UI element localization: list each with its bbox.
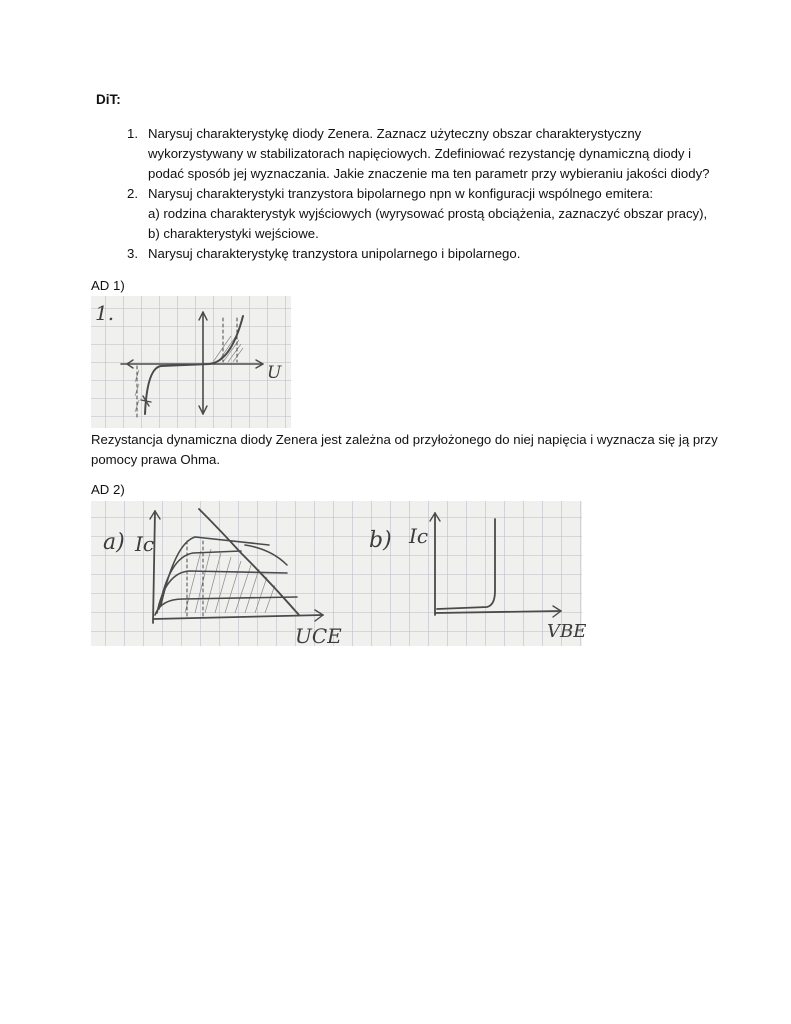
question-line: b) charakterystyki wejściowe.: [148, 226, 319, 241]
question-line: wykorzystywany w stabilizatorach napięciowych. Zdefiniować rezystancję dynamiczną diody i: [148, 146, 692, 161]
answer-label: AD 1): [91, 278, 125, 293]
question-line: Narysuj charakterystyki tranzystora bipolarnego npn w konfiguracji wspólnego emitera:: [148, 186, 654, 201]
paragraph-line: Rezystancja dynamiczna diody Zenera jest zależna od przyłożonego do niej napięcia i wyznacza się ją przy: [91, 432, 718, 447]
question-item: [96, 184, 736, 244]
document-heading: DiT:: [96, 92, 121, 107]
question-list: [96, 124, 736, 264]
bjt-characteristics-sketch: [91, 501, 587, 648]
handwritten-label: UCE: [295, 624, 342, 648]
paragraph-line: pomocy prawa Ohma.: [91, 452, 220, 467]
question-text: [148, 124, 736, 184]
grid-paper: [91, 296, 291, 428]
handwritten-label: VBE: [547, 621, 587, 642]
answer-label: AD 2): [91, 482, 125, 497]
question-line: Narysuj charakterystykę tranzystora unipolarnego i bipolarnego.: [148, 246, 521, 261]
question-number: 1.: [127, 126, 138, 141]
question-item: [96, 244, 736, 264]
handwritten-label: U: [267, 363, 282, 383]
handwritten-label: Ic: [409, 524, 429, 548]
question-number: 2.: [127, 186, 138, 201]
zener-characteristic-sketch: [91, 296, 291, 428]
question-line: a) rodzina charakterystyk wyjściowych (wyrysować prostą obciążenia, zaznaczyć obszar pracy),: [148, 206, 708, 221]
handwritten-label: 1.: [95, 301, 115, 325]
handwritten-label: b): [369, 528, 392, 553]
question-text: [148, 184, 736, 244]
handwritten-label: a): [103, 530, 125, 555]
question-line: podać sposób jej wyznaczania. Jakie znaczenie ma ten parametr przy wybieraniu jakości diody?: [148, 166, 710, 181]
question-number: 3.: [127, 246, 138, 261]
question-item: [96, 124, 736, 184]
handwritten-label: Ic: [135, 532, 155, 556]
answer-paragraph: [91, 430, 741, 470]
question-text: [148, 244, 736, 264]
question-line: Narysuj charakterystykę diody Zenera. Zaznacz użyteczny obszar charakterystyczny: [148, 126, 642, 141]
